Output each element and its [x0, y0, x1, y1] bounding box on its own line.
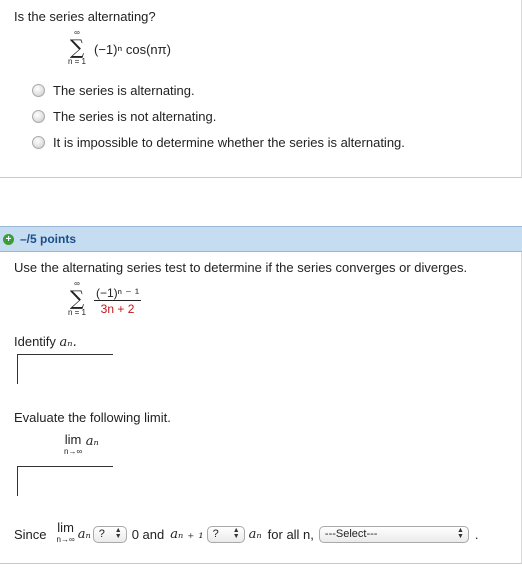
option-not-alternating[interactable]: [32, 107, 216, 125]
select-arrows-icon: ▲ ▼: [114, 527, 122, 540]
since-statement: [14, 522, 479, 546]
question-1-panel: [0, 0, 522, 178]
question-2-panel: [0, 252, 522, 564]
fraction-denominator: 3n + 2: [100, 302, 135, 316]
series-term-1: (−1)ⁿ cos(nπ): [94, 42, 171, 57]
identify-answer-box[interactable]: [17, 354, 113, 384]
lim-term: aₙ: [85, 434, 99, 449]
radio-alternating[interactable]: [32, 84, 45, 97]
sum-upper-limit: ∞: [74, 28, 80, 37]
sigma-icon: ∑: [69, 286, 85, 310]
option-impossible-label: It is impossible to determine whether the series is alternating.: [53, 134, 405, 150]
for-all-n-text: for all n,: [267, 526, 314, 542]
radio-impossible[interactable]: [32, 136, 45, 149]
identify-var: aₙ.: [59, 335, 77, 350]
lim-subscript: n→∞: [64, 447, 83, 456]
compare-select-1-value: ?: [98, 528, 105, 540]
plus-icon[interactable]: +: [3, 234, 14, 245]
sigma-icon: ∑: [69, 35, 85, 59]
evaluate-label: Evaluate the following limit.: [14, 410, 171, 425]
summation-symbol-2: [62, 279, 92, 317]
option-alternating-label: The series is alternating.: [53, 82, 195, 98]
option-impossible[interactable]: [32, 133, 405, 151]
since-lim-word: lim: [57, 520, 74, 535]
compare-select-2[interactable]: [207, 526, 245, 543]
summation-symbol-1: [62, 28, 92, 66]
zero-and-text: 0 and: [131, 526, 165, 542]
points-label: –/5 points: [20, 232, 77, 246]
sum-lower-limit: n = 1: [67, 308, 86, 317]
since-lim-term: aₙ: [77, 526, 91, 542]
option-alternating[interactable]: [32, 81, 195, 99]
since-lim-subscript: n→∞: [56, 535, 75, 544]
a-n-plus-1: aₙ ₊ ₁: [170, 526, 204, 542]
option-not-alternating-label: The series is not alternating.: [53, 108, 217, 124]
select-arrows-icon: ▲ ▼: [456, 527, 464, 540]
select-arrows-icon: ▲ ▼: [232, 527, 240, 540]
compare-select-2-value: ?: [212, 528, 219, 540]
limit-answer-box[interactable]: [17, 466, 113, 496]
identify-text: Identify: [14, 334, 56, 349]
question-2-header: [0, 226, 522, 252]
compare-select-1[interactable]: [93, 526, 127, 543]
lim-word: lim: [64, 432, 82, 447]
sum-upper-limit: ∞: [74, 279, 80, 288]
question-1-prompt: Is the series alternating?: [14, 9, 156, 24]
fraction-numerator: (−1)ⁿ ⁻ ¹: [96, 286, 140, 300]
conclusion-select-value: ---Select---: [324, 528, 378, 540]
series-fraction: [94, 286, 141, 316]
since-word: Since: [14, 526, 47, 542]
radio-not-alternating[interactable]: [32, 110, 45, 123]
instruction-text: Use the alternating series test to determine if the series converges or diverges.: [14, 260, 468, 275]
sum-lower-limit: n = 1: [67, 57, 86, 66]
conclusion-select[interactable]: [319, 526, 469, 543]
period-text: .: [474, 526, 479, 542]
identify-label: [14, 334, 77, 350]
limit-expression: [64, 434, 99, 458]
a-n-term: aₙ: [248, 526, 262, 542]
